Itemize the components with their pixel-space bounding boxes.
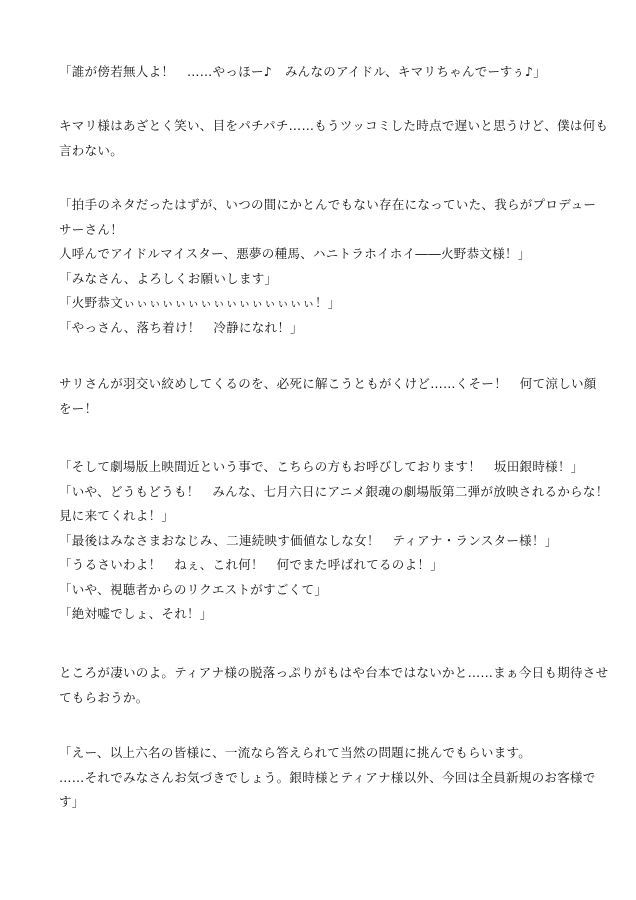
paragraph <box>59 661 609 710</box>
paragraph <box>59 455 609 627</box>
text-line: 「やっさん、落ち着け！ 冷静になれ！」 <box>59 319 303 335</box>
text-line: キマリ様はあざとく笑い、目をパチパチ……もうツッコミした時点で遅いと思うけど、僕は何も <box>59 118 609 133</box>
text-line: 「最後はみなさまおなじみ、二連続映す価値なしな女！ ティアナ・ランスター様！」 <box>59 532 558 548</box>
text-line: ……それでみなさんお気づきでしょう。銀時様とティアナ様以外、今回は全員新規のお客様で <box>59 769 596 785</box>
text-line: 「いや、視聴者からのリクエストがすごくて」 <box>59 581 328 597</box>
text-line: 「そして劇場版上映間近という事で、こちらの方もお呼びしております！ 坂田銀時様！」 <box>59 459 584 474</box>
text-line: 「いや、どうもどうも！ みんな、七月六日にアニメ銀魂の劇場版第二弾が放映されるからな！ <box>59 483 609 499</box>
text-line: 「えー、以上六名の皆様に、一流なら答えられて当然の問題に挑んでもらいます。 <box>59 745 532 760</box>
text-line: 言わない。 <box>59 142 124 158</box>
text-line: をー！ <box>59 400 98 416</box>
paragraph <box>59 741 596 815</box>
text-line: 人呼んでアイドルマイスター、悪夢の種馬、ハニトラホイホイ――火野恭文様！」 <box>59 246 531 261</box>
text-line: サーさん！ <box>59 221 124 237</box>
text-line: てもらおうか。 <box>59 689 149 705</box>
text-line: 「火野恭文ぃぃぃぃぃぃぃぃぃぃぃぃぃぃぃ！」 <box>59 295 341 310</box>
paragraph <box>59 193 597 340</box>
text-line: 見に来てくれよ！」 <box>59 508 175 523</box>
text-line: 「絶対嘘でしょ、それ！」 <box>59 606 213 621</box>
text-line: サリさんが羽交い絞めしてくるのを、必死に解こうともがくけど……くそー！ 何て涼しい顔 <box>59 376 597 391</box>
text-line: ところが凄いのよ。ティアナ様の脱落っぷりがもはや台本ではないかと……まぁ今日も期待させ <box>59 665 609 680</box>
paragraph <box>59 60 581 85</box>
text-line: 「誰が傍若無人よ！ ……やっほー♪ みんなのアイドル、キマリちゃんでーすぅ♪」 <box>59 64 547 79</box>
text-line: 「うるさいわよ！ ねぇ、これ何！ 何でまた呼ばれてるのよ！」 <box>59 557 444 572</box>
text-line: 「みなさん、よろしくお願いします」 <box>59 270 278 286</box>
paragraph <box>59 114 609 163</box>
text-line: す」 <box>59 794 85 809</box>
paragraph <box>59 372 597 421</box>
text-line: 「拍手のネタだったはずが、いつの間にかとんでもない存在になっていた、我らがプロデュー <box>59 197 597 212</box>
